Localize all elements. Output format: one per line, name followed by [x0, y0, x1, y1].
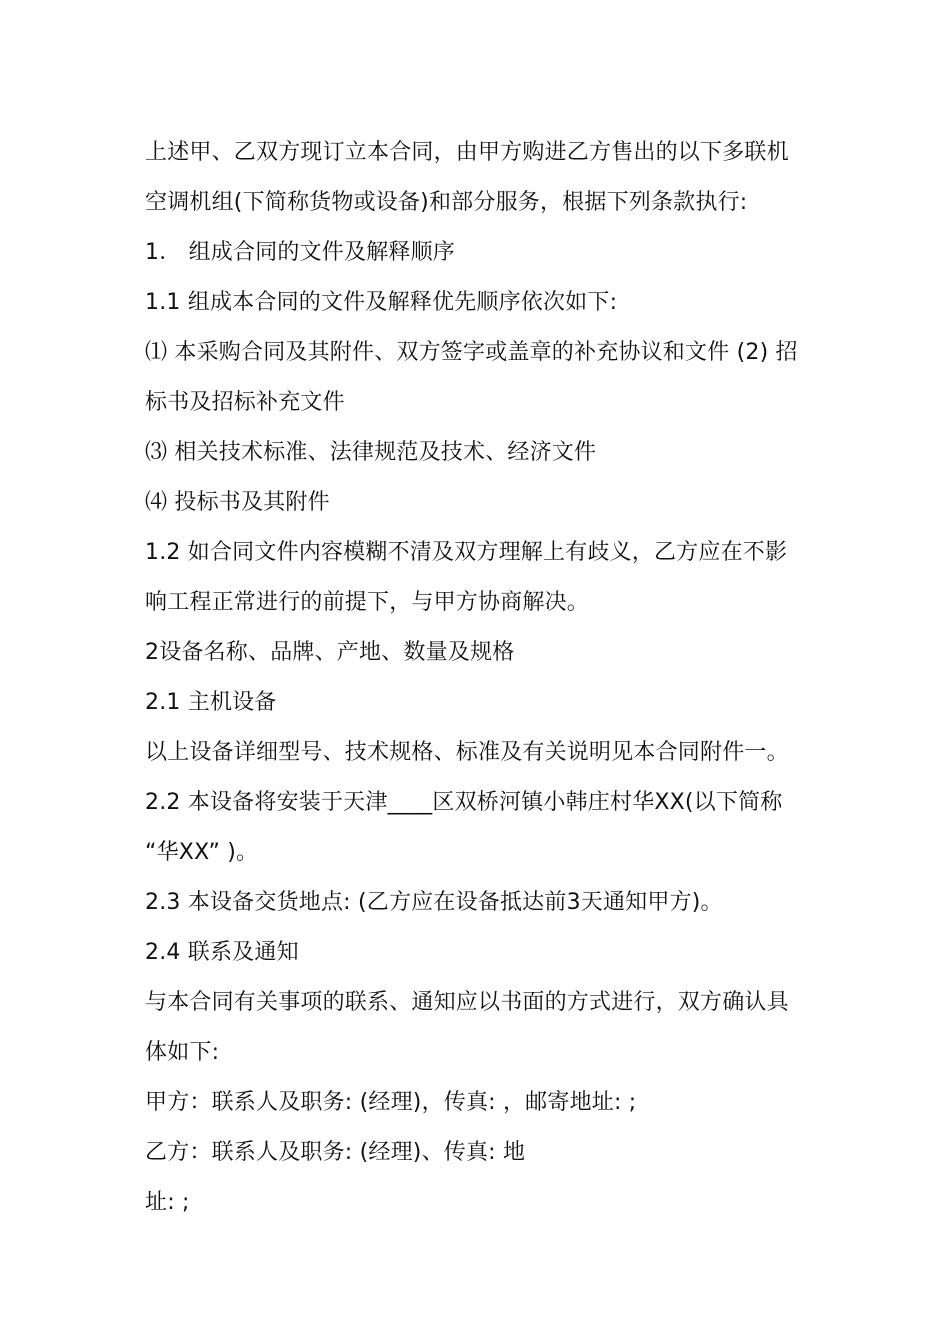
clause-2-1-detail: 以上设备详细型号、技术规格、标准及有关说明见本合同附件一。 — [145, 740, 789, 765]
clause-1-2-line-2: 响工程正常进行的前提下，与甲方协商解决。 — [145, 590, 590, 615]
clause-1-1: 1.1 组成本合同的文件及解释优先顺序依次如下: — [145, 290, 618, 315]
list-item-1-line-1: ⑴ 本采购合同及其附件、双方签字或盖章的补充协议和文件 (2) 招 — [145, 340, 798, 365]
list-item-1-line-2: 标书及招标补充文件 — [145, 390, 345, 415]
party-a-contact: 甲方：联系人及职务: (经理)，传真: ，邮寄地址: ; — [145, 1090, 637, 1115]
section-1-heading: 1． 组成合同的文件及解释顺序 — [145, 240, 455, 265]
clause-2-2-line-1: 2.2 本设备将安装于天津____区双桥河镇小韩庄村华XX(以下简称 — [145, 790, 783, 815]
list-item-4: ⑷ 投标书及其附件 — [145, 490, 330, 515]
party-b-contact-line-2: 址: ; — [145, 1190, 190, 1215]
party-b-contact-line-1: 乙方：联系人及职务: (经理)、传真: 地 — [145, 1140, 526, 1165]
clause-1-2-line-1: 1.2 如合同文件内容模糊不清及双方理解上有歧义，乙方应在不影 — [145, 540, 788, 565]
list-item-3: ⑶ 相关技术标准、法律规范及技术、经济文件 — [145, 440, 597, 465]
clause-2-2-line-2: “华XX” )。 — [145, 840, 259, 865]
clause-2-4: 2.4 联系及通知 — [145, 940, 299, 965]
section-2-heading: 2设备名称、品牌、产地、数量及规格 — [145, 640, 515, 665]
document-body — [145, 128, 815, 1228]
clause-2-3: 2.3 本设备交货地点: (乙方应在设备抵达前3天通知甲方)。 — [145, 890, 723, 915]
paragraph-intro-line-1: 上述甲、乙双方现订立本合同，由甲方购进乙方售出的以下多联机 — [145, 140, 789, 165]
clause-2-4-detail-line-2: 体如下: — [145, 1040, 220, 1065]
clause-2-1: 2.1 主机设备 — [145, 690, 277, 715]
paragraph-intro-line-2: 空调机组(下简称货物或设备)和部分服务，根据下列条款执行: — [145, 190, 748, 215]
clause-2-4-detail-line-1: 与本合同有关事项的联系、通知应以书面的方式进行，双方确认具 — [145, 990, 789, 1015]
